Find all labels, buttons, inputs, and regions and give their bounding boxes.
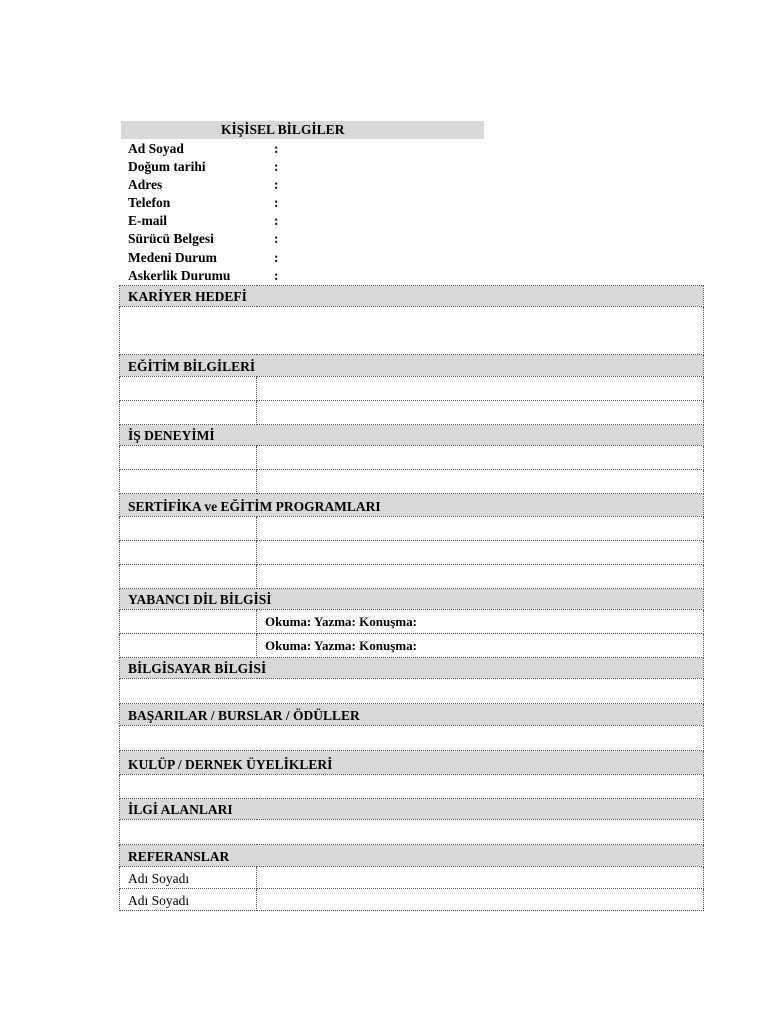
- education-detail-cell[interactable]: [257, 377, 704, 401]
- certificate-row: [120, 517, 704, 541]
- education-row: [120, 401, 704, 425]
- certificate-row: [120, 541, 704, 565]
- certificate-date-cell[interactable]: [120, 565, 257, 589]
- field-colon: :: [274, 267, 279, 283]
- certificate-detail-cell[interactable]: [257, 565, 704, 589]
- section-header-references: [120, 845, 704, 867]
- section-title: İŞ DENEYİMİ: [120, 425, 704, 446]
- reference-row: [120, 889, 704, 911]
- field-colon: :: [274, 249, 279, 265]
- experience-date-cell[interactable]: [120, 446, 257, 470]
- language-name-cell[interactable]: [120, 610, 257, 634]
- field-label: Adres: [128, 177, 163, 193]
- computer-content-cell[interactable]: [120, 679, 704, 704]
- field-label: Sürücü Belgesi: [128, 231, 214, 247]
- career-content-cell[interactable]: [120, 307, 704, 355]
- section-header-computer: [120, 658, 704, 679]
- section-header-experience: [120, 425, 704, 446]
- field-colon: :: [274, 195, 279, 211]
- field-colon: :: [274, 159, 279, 175]
- field-label: Telefon: [128, 195, 171, 211]
- section-title: BAŞARILAR / BURSLAR / ÖDÜLLER: [120, 704, 704, 726]
- education-date-cell[interactable]: [120, 401, 257, 425]
- field-label: Doğum tarihi: [128, 159, 206, 175]
- experience-detail-cell[interactable]: [257, 446, 704, 470]
- field-colon: :: [274, 213, 279, 229]
- certificate-row: [120, 565, 704, 589]
- section-header-achievements: [120, 704, 704, 726]
- clubs-content-cell[interactable]: [120, 775, 704, 799]
- interests-content-cell[interactable]: [120, 820, 704, 845]
- certificate-date-cell[interactable]: [120, 541, 257, 565]
- reference-name-value[interactable]: [257, 889, 704, 911]
- field-colon: :: [274, 231, 279, 247]
- interests-content-row: [120, 820, 704, 845]
- language-row: [120, 634, 704, 658]
- language-levels[interactable]: Okuma: Yazma: Konuşma:: [257, 634, 704, 658]
- section-header-interests: [120, 799, 704, 820]
- section-title: REFERANSLAR: [120, 845, 704, 867]
- certificate-detail-cell[interactable]: [257, 517, 704, 541]
- computer-content-row: [120, 679, 704, 704]
- reference-name-label: Adı Soyadı: [120, 867, 257, 889]
- section-header-certificates: [120, 494, 704, 517]
- section-header-clubs: [120, 751, 704, 775]
- reference-row: [120, 867, 704, 889]
- section-header-languages: [120, 589, 704, 610]
- clubs-content-row: [120, 775, 704, 799]
- field-label: Medeni Durum: [128, 249, 217, 265]
- section-title: SERTİFİKA ve EĞİTİM PROGRAMLARI: [120, 494, 704, 517]
- field-label: Askerlik Durumu: [128, 267, 231, 283]
- experience-detail-cell[interactable]: [257, 470, 704, 494]
- reference-name-value[interactable]: [257, 867, 704, 889]
- experience-row: [120, 470, 704, 494]
- reference-name-label: Adı Soyadı: [120, 889, 257, 911]
- certificate-detail-cell[interactable]: [257, 541, 704, 565]
- experience-row: [120, 446, 704, 470]
- language-row: [120, 610, 704, 634]
- section-title: YABANCI DİL BİLGİSİ: [120, 589, 704, 610]
- career-content-row: [120, 307, 704, 355]
- language-name-cell[interactable]: [120, 634, 257, 658]
- field-label: E-mail: [128, 213, 167, 229]
- personal-info-header: [121, 121, 484, 139]
- section-title: İLGİ ALANLARI: [120, 799, 704, 820]
- education-row: [120, 377, 704, 401]
- achievements-content-cell[interactable]: [120, 726, 704, 751]
- section-title: EĞİTİM BİLGİLERİ: [120, 355, 704, 377]
- experience-date-cell[interactable]: [120, 470, 257, 494]
- language-levels[interactable]: Okuma: Yazma: Konuşma:: [257, 610, 704, 634]
- certificate-date-cell[interactable]: [120, 517, 257, 541]
- section-title: BİLGİSAYAR BİLGİSİ: [120, 658, 704, 679]
- section-title: KULÜP / DERNEK ÜYELİKLERİ: [120, 751, 704, 775]
- personal-info-title: KİŞİSEL BİLGİLER: [221, 122, 345, 137]
- field-colon: :: [274, 141, 279, 156]
- achievements-content-row: [120, 726, 704, 751]
- education-detail-cell[interactable]: [257, 401, 704, 425]
- section-header-career: [120, 286, 704, 307]
- field-colon: :: [274, 177, 279, 193]
- cv-form-table: [119, 285, 704, 911]
- section-header-education: [120, 355, 704, 377]
- section-title: KARİYER HEDEFİ: [120, 286, 704, 307]
- field-label: Ad Soyad: [128, 141, 184, 156]
- education-date-cell[interactable]: [120, 377, 257, 401]
